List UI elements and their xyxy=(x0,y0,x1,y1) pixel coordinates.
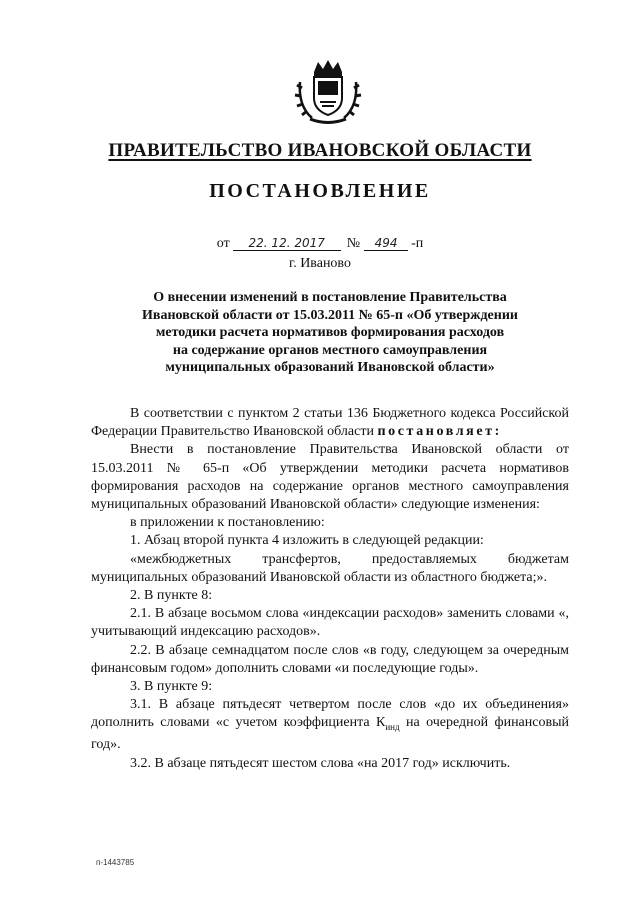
date-number-line xyxy=(0,236,640,252)
number-sign: № xyxy=(346,236,361,251)
subject-line: на содержание органов местного самоуправления xyxy=(172,342,488,358)
coefficient-subscript: инд xyxy=(385,722,400,733)
body-paragraph: 2.1. В абзаце восьмом слова «индексации расходов» заменить словами «, учитывающий индексацию расходов». xyxy=(91,606,569,640)
paragraph-text: 3.1. В абзаце пятьдесят четвертом после слов «до их объединения» дополнить словами «с учетом коэффициента К xyxy=(91,697,569,731)
government-title: ПРАВИТЕЛЬСТВО ИВАНОВСКОЙ ОБЛАСТИ xyxy=(108,140,532,161)
document-type-title: ПОСТАНОВЛЕНИЕ xyxy=(209,180,431,202)
preamble-text: В соответствии с пунктом 2 статьи 136 Бюджетного кодекса Российской Федерации Правительство Ивановской области xyxy=(91,406,569,440)
subject-line: Ивановской области от 15.03.2011 № 65-п «Об утверждении xyxy=(142,307,518,323)
body-paragraph: в приложении к постановлению: xyxy=(130,515,325,531)
subject-line: О внесении изменений в постановление Правительства xyxy=(153,290,507,305)
body-paragraph: Внести в постановление Правительства Ивановской области от 15.03.2011 № 65-п «Об утверждении методики расчета нормативов формирования расходов на содержание органов местного самоуправления муниципальных образований Ивановской области» следующие изменения: xyxy=(91,442,569,513)
body-paragraph: 2. В пункте 8: xyxy=(130,588,213,604)
ivanovo-coat-of-arms-icon xyxy=(290,58,366,128)
number-suffix: -п xyxy=(411,236,424,251)
handwritten-date: 22. 12. 2017 xyxy=(233,236,341,251)
body-paragraph: «межбюджетных трансфертов, предоставляемых бюджетам муниципальных образований Ивановской области из областного бюджета;». xyxy=(91,551,569,585)
document-body xyxy=(91,405,569,773)
body-paragraph: 1. Абзац второй пункта 4 изложить в следующей редакции: xyxy=(130,533,484,549)
document-subject xyxy=(120,289,540,377)
resolution-verb: постановляет: xyxy=(377,424,502,440)
body-paragraph: 2.2. В абзаце семнадцатом после слов «в году, следующем за очередным финансовым годом» дополнить словами «и последующие годы». xyxy=(91,642,569,676)
paragraph-text: на очередной финансовый год». xyxy=(91,715,569,753)
city: г. Иваново xyxy=(289,256,351,271)
date-prefix: от xyxy=(216,236,230,251)
body-paragraph xyxy=(91,696,569,754)
subject-line: муниципальных образований Ивановской области» xyxy=(165,360,495,376)
preamble-paragraph xyxy=(91,405,569,441)
body-paragraph: 3. В пункте 9: xyxy=(130,679,213,695)
body-paragraph: 3.2. В абзаце пятьдесят шестом слова «на 2017 год» исключить. xyxy=(130,755,511,771)
subject-line: методики расчета нормативов формирования расходов xyxy=(155,325,505,341)
handwritten-number: 494 xyxy=(364,236,408,251)
document-code: п-1443785 xyxy=(96,858,135,867)
